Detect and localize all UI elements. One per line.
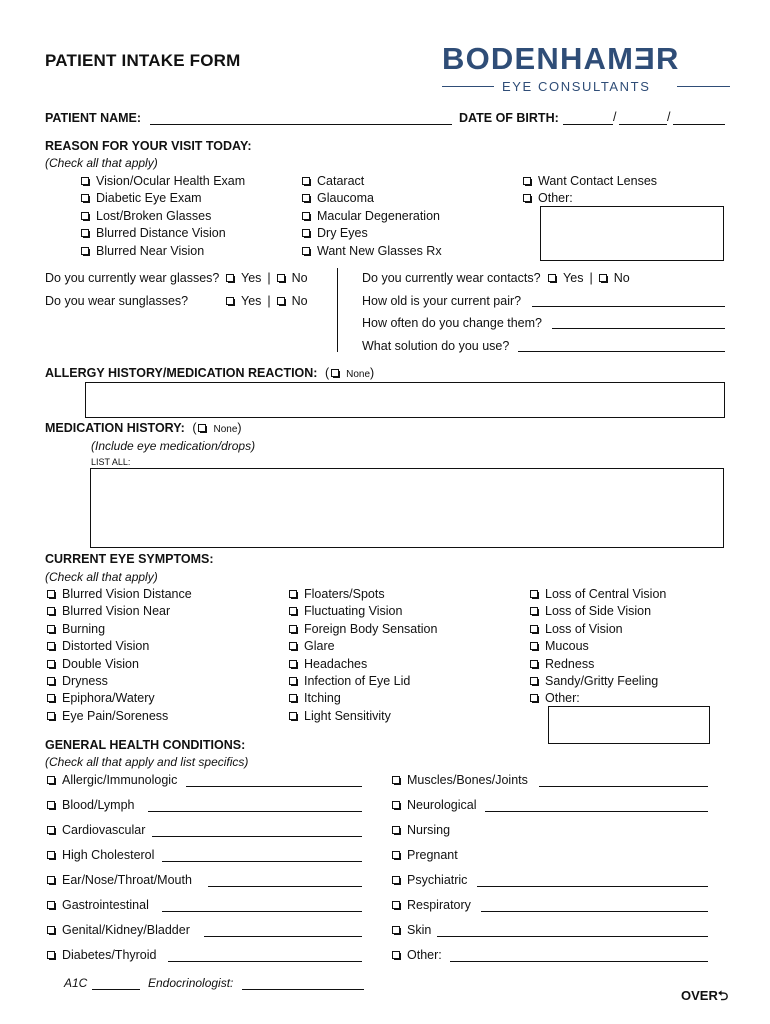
checkbox[interactable] xyxy=(523,194,531,202)
health-specifics-field[interactable] xyxy=(148,811,362,812)
health-specifics-field[interactable] xyxy=(437,936,708,937)
checkbox[interactable] xyxy=(47,826,55,834)
checkbox[interactable] xyxy=(47,694,55,702)
checkbox[interactable] xyxy=(392,776,400,784)
checkbox[interactable] xyxy=(47,776,55,784)
symptom-option[interactable]: Fluctuating Vision xyxy=(289,604,437,621)
health-instruction: (Check all that apply and list specifics) xyxy=(45,755,249,769)
checkbox[interactable] xyxy=(289,642,297,650)
contacts-no-checkbox[interactable] xyxy=(599,274,607,282)
checkbox[interactable] xyxy=(47,876,55,884)
symptom-option[interactable]: Loss of Side Vision xyxy=(530,604,666,621)
checkbox[interactable] xyxy=(530,607,538,615)
symptom-option[interactable]: Loss of Vision xyxy=(530,622,666,639)
a1c-field[interactable] xyxy=(92,989,140,990)
checkbox[interactable] xyxy=(47,926,55,934)
reason-option[interactable]: Want New Glasses Rx xyxy=(302,244,442,261)
symptom-option[interactable]: Infection of Eye Lid xyxy=(289,674,437,691)
medication-heading-row: MEDICATION HISTORY: ( None) xyxy=(45,421,242,435)
health-option[interactable]: Blood/Lymph xyxy=(47,799,135,812)
health-specifics-field[interactable] xyxy=(186,786,362,787)
checkbox[interactable] xyxy=(47,851,55,859)
eyewear-divider-line xyxy=(337,268,338,352)
solution-field[interactable] xyxy=(518,351,725,352)
medication-instruction: (Include eye medication/drops) xyxy=(91,439,256,453)
symptoms-other-textbox[interactable] xyxy=(548,706,710,744)
health-option[interactable]: Pregnant xyxy=(392,849,458,862)
medication-heading: MEDICATION HISTORY: xyxy=(45,421,185,435)
reason-option[interactable]: Macular Degeneration xyxy=(302,209,442,226)
logo-rule-right xyxy=(677,86,730,87)
dob-slash-2: / xyxy=(667,110,671,124)
health-option[interactable]: Cardiovascular xyxy=(47,824,145,837)
health-specifics-field[interactable] xyxy=(539,786,708,787)
reason-option[interactable]: Diabetic Eye Exam xyxy=(81,191,245,208)
checkbox[interactable] xyxy=(289,660,297,668)
endocrinologist-label: Endocrinologist: xyxy=(148,976,234,990)
health-option[interactable]: Muscles/Bones/Joints xyxy=(392,774,528,787)
checkbox[interactable] xyxy=(47,677,55,685)
checkbox[interactable] xyxy=(81,247,89,255)
health-option[interactable]: Respiratory xyxy=(392,899,471,912)
change-frequency-question: How often do you change them? xyxy=(362,316,542,330)
turn-page-arrow-icon: ⮌ xyxy=(717,988,729,1003)
logo-tagline xyxy=(442,80,730,94)
symptom-option[interactable]: Headaches xyxy=(289,657,437,674)
symptom-option[interactable]: Redness xyxy=(530,657,666,674)
health-specifics-field[interactable] xyxy=(162,911,362,912)
reason-option[interactable]: Cataract xyxy=(302,174,442,191)
checkbox[interactable] xyxy=(47,607,55,615)
health-option[interactable]: Nursing xyxy=(392,824,450,837)
checkbox[interactable] xyxy=(530,642,538,650)
allergy-none-checkbox[interactable] xyxy=(331,369,339,377)
reason-column-2 xyxy=(302,174,442,261)
symptoms-column-2 xyxy=(289,587,437,726)
checkbox[interactable] xyxy=(47,951,55,959)
checkbox[interactable] xyxy=(47,801,55,809)
checkbox[interactable] xyxy=(47,901,55,909)
reason-column-3 xyxy=(523,174,657,209)
checkbox[interactable] xyxy=(392,801,400,809)
reason-column-1 xyxy=(81,174,245,261)
health-option[interactable]: Skin xyxy=(392,924,431,937)
checkbox[interactable] xyxy=(392,951,400,959)
symptoms-instruction: (Check all that apply) xyxy=(45,570,158,584)
dob-year-field[interactable] xyxy=(673,124,725,125)
checkbox[interactable] xyxy=(302,229,310,237)
dob-label: DATE OF BIRTH: xyxy=(459,111,559,125)
form-title: PATIENT INTAKE FORM xyxy=(45,51,241,70)
checkbox[interactable] xyxy=(523,177,531,185)
list-all-label: LIST ALL: xyxy=(91,457,131,467)
symptoms-column-1 xyxy=(47,587,192,726)
company-logo: BODENHAMƎR xyxy=(442,41,680,76)
health-heading: GENERAL HEALTH CONDITIONS: xyxy=(45,738,246,752)
reason-option[interactable]: Vision/Ocular Health Exam xyxy=(81,174,245,191)
health-option[interactable]: High Cholesterol xyxy=(47,849,154,862)
checkbox[interactable] xyxy=(81,194,89,202)
dob-month-field[interactable] xyxy=(563,124,613,125)
health-option[interactable]: Gastrointestinal xyxy=(47,899,149,912)
checkbox[interactable] xyxy=(302,177,310,185)
symptom-option[interactable]: Blurred Vision Distance xyxy=(47,587,192,604)
logo-subtitle: EYE CONSULTANTS xyxy=(502,79,651,94)
symptom-option[interactable]: Foreign Body Sensation xyxy=(289,622,437,639)
medication-textbox[interactable] xyxy=(90,468,724,548)
checkbox[interactable] xyxy=(530,694,538,702)
reason-other-textbox[interactable] xyxy=(540,206,724,261)
symptom-option[interactable]: Distorted Vision xyxy=(47,639,192,656)
dob-slash-1: / xyxy=(613,110,617,124)
checkbox[interactable] xyxy=(81,229,89,237)
a1c-label: A1C xyxy=(64,976,88,990)
checkbox[interactable] xyxy=(47,660,55,668)
sunglasses-no-checkbox[interactable] xyxy=(277,297,285,305)
checkbox[interactable] xyxy=(392,926,400,934)
change-frequency-field[interactable] xyxy=(552,328,725,329)
health-option[interactable]: Allergic/Immunologic xyxy=(47,774,177,787)
checkbox[interactable] xyxy=(302,247,310,255)
logo-rule-left xyxy=(442,86,494,87)
checkbox[interactable] xyxy=(47,712,55,720)
glasses-answer: Yes | No xyxy=(226,272,308,285)
checkbox[interactable] xyxy=(289,694,297,702)
symptom-option[interactable]: Other: xyxy=(530,691,666,708)
checkbox[interactable] xyxy=(302,194,310,202)
pair-age-field[interactable] xyxy=(532,306,725,307)
checkbox[interactable] xyxy=(289,590,297,598)
reason-option[interactable]: Lost/Broken Glasses xyxy=(81,209,245,226)
reason-option[interactable]: Other: xyxy=(523,191,657,208)
reason-heading: REASON FOR YOUR VISIT TODAY: xyxy=(45,139,252,153)
solution-question: What solution do you use? xyxy=(362,339,510,353)
health-specifics-field[interactable] xyxy=(152,836,362,837)
patient-name-label: PATIENT NAME: xyxy=(45,111,142,125)
health-specifics-field[interactable] xyxy=(208,886,362,887)
checkbox[interactable] xyxy=(81,177,89,185)
checkbox[interactable] xyxy=(392,826,400,834)
reason-instruction: (Check all that apply) xyxy=(45,156,158,170)
health-specifics-field[interactable] xyxy=(168,961,362,962)
allergy-heading: ALLERGY HISTORY/MEDICATION REACTION: xyxy=(45,366,318,380)
checkbox[interactable] xyxy=(392,851,400,859)
health-specifics-field[interactable] xyxy=(450,961,708,962)
dob-day-field[interactable] xyxy=(619,124,667,125)
health-option[interactable]: Ear/Nose/Throat/Mouth xyxy=(47,874,192,887)
checkbox[interactable] xyxy=(392,876,400,884)
checkbox[interactable] xyxy=(530,677,538,685)
health-specifics-field[interactable] xyxy=(162,861,362,862)
checkbox[interactable] xyxy=(289,607,297,615)
symptom-option[interactable]: Glare xyxy=(289,639,437,656)
health-option[interactable]: Diabetes/Thyroid xyxy=(47,949,157,962)
allergy-textbox[interactable] xyxy=(85,382,725,418)
checkbox[interactable] xyxy=(47,590,55,598)
health-specifics-field[interactable] xyxy=(477,886,708,887)
checkbox[interactable] xyxy=(530,660,538,668)
symptom-option[interactable]: Floaters/Spots xyxy=(289,587,437,604)
symptom-option[interactable]: Double Vision xyxy=(47,657,192,674)
medication-none-checkbox[interactable] xyxy=(198,424,206,432)
sunglasses-answer: Yes | No xyxy=(226,295,308,308)
health-option[interactable]: Psychiatric xyxy=(392,874,467,887)
checkbox[interactable] xyxy=(289,712,297,720)
endocrinologist-field[interactable] xyxy=(242,989,364,990)
reason-option[interactable]: Blurred Distance Vision xyxy=(81,226,245,243)
symptoms-heading: CURRENT EYE SYMPTOMS: xyxy=(45,552,214,566)
checkbox[interactable] xyxy=(81,212,89,220)
glasses-question: Do you currently wear glasses? xyxy=(45,271,220,285)
checkbox[interactable] xyxy=(47,642,55,650)
symptom-option[interactable]: Dryness xyxy=(47,674,192,691)
reason-option[interactable]: Blurred Near Vision xyxy=(81,244,245,261)
over-label: OVER xyxy=(681,988,718,1003)
symptom-option[interactable]: Sandy/Gritty Feeling xyxy=(530,674,666,691)
sunglasses-question: Do you wear sunglasses? xyxy=(45,294,189,308)
sunglasses-yes-checkbox[interactable] xyxy=(226,297,234,305)
glasses-no-checkbox[interactable] xyxy=(277,274,285,282)
pair-age-question: How old is your current pair? xyxy=(362,294,522,308)
symptom-option[interactable]: Burning xyxy=(47,622,192,639)
reason-option[interactable]: Glaucoma xyxy=(302,191,442,208)
symptom-option[interactable]: Itching xyxy=(289,691,437,708)
health-specifics-field[interactable] xyxy=(485,811,708,812)
health-option[interactable]: Other: xyxy=(392,949,442,962)
allergy-heading-row: ALLERGY HISTORY/MEDICATION REACTION: ( None) xyxy=(45,366,375,380)
glasses-yes-checkbox[interactable] xyxy=(226,274,234,282)
health-option[interactable]: Genital/Kidney/Bladder xyxy=(47,924,190,937)
checkbox[interactable] xyxy=(392,901,400,909)
reason-option[interactable]: Want Contact Lenses xyxy=(523,174,657,191)
health-specifics-field[interactable] xyxy=(481,911,708,912)
symptom-option[interactable]: Mucous xyxy=(530,639,666,656)
symptom-option[interactable]: Epiphora/Watery xyxy=(47,691,192,708)
symptom-option[interactable]: Eye Pain/Soreness xyxy=(47,709,192,726)
symptom-option[interactable]: Loss of Central Vision xyxy=(530,587,666,604)
checkbox[interactable] xyxy=(47,625,55,633)
symptom-option[interactable]: Blurred Vision Near xyxy=(47,604,192,621)
checkbox[interactable] xyxy=(530,625,538,633)
over-indicator xyxy=(681,989,728,1002)
checkbox[interactable] xyxy=(302,212,310,220)
patient-name-field[interactable] xyxy=(150,124,452,125)
checkbox[interactable] xyxy=(289,625,297,633)
symptom-option[interactable]: Light Sensitivity xyxy=(289,709,437,726)
checkbox[interactable] xyxy=(289,677,297,685)
symptoms-column-3 xyxy=(530,587,666,709)
health-option[interactable]: Neurological xyxy=(392,799,476,812)
contacts-yes-checkbox[interactable] xyxy=(548,274,556,282)
health-specifics-field[interactable] xyxy=(204,936,362,937)
reason-option[interactable]: Dry Eyes xyxy=(302,226,442,243)
checkbox[interactable] xyxy=(530,590,538,598)
contacts-question: Do you currently wear contacts? Yes | No xyxy=(362,271,630,285)
